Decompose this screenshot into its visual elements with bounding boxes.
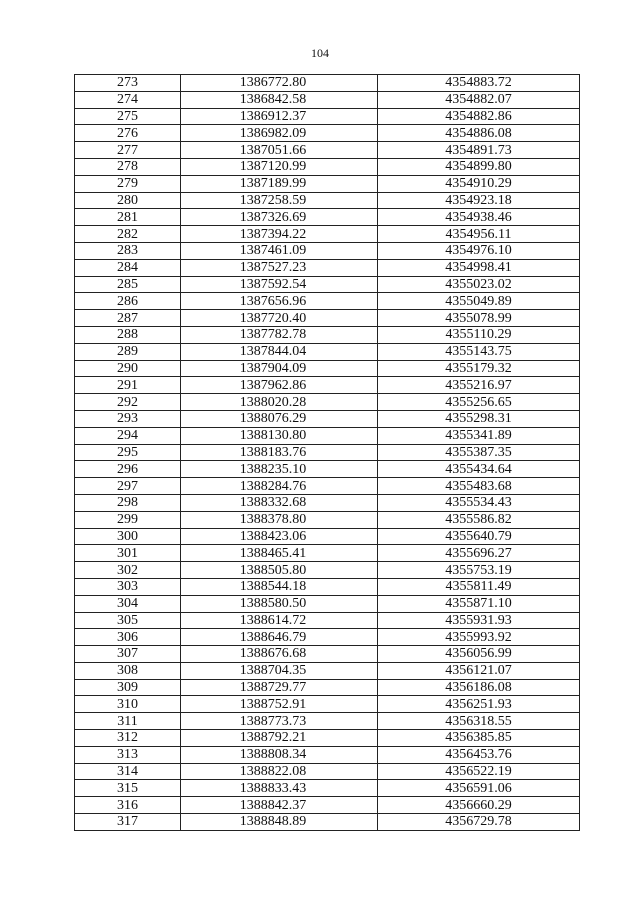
- x-coordinate-cell: 1388580.50: [181, 595, 378, 612]
- table-row: [75, 192, 580, 209]
- y-coordinate-cell: 4354998.41: [378, 259, 580, 276]
- x-coordinate-cell: 1387656.96: [181, 293, 378, 310]
- table-row: [75, 461, 580, 478]
- point-number-cell: 307: [75, 646, 181, 663]
- y-coordinate-cell: 4356729.78: [378, 814, 580, 831]
- y-coordinate-cell: 4355298.31: [378, 410, 580, 427]
- table-row: [75, 646, 580, 663]
- y-coordinate-cell: 4355341.89: [378, 427, 580, 444]
- point-number-cell: 283: [75, 242, 181, 259]
- x-coordinate-cell: 1387326.69: [181, 209, 378, 226]
- point-number-cell: 287: [75, 310, 181, 327]
- x-coordinate-cell: 1387720.40: [181, 310, 378, 327]
- point-number-cell: 284: [75, 259, 181, 276]
- x-coordinate-cell: 1388235.10: [181, 461, 378, 478]
- table-row: [75, 797, 580, 814]
- point-number-cell: 302: [75, 562, 181, 579]
- point-number-cell: 309: [75, 679, 181, 696]
- x-coordinate-cell: 1388614.72: [181, 612, 378, 629]
- y-coordinate-cell: 4355216.97: [378, 377, 580, 394]
- x-coordinate-cell: 1388773.73: [181, 713, 378, 730]
- table-row: [75, 562, 580, 579]
- y-coordinate-cell: 4356121.07: [378, 662, 580, 679]
- point-number-cell: 277: [75, 142, 181, 159]
- point-number-cell: 285: [75, 276, 181, 293]
- table-row: [75, 276, 580, 293]
- point-number-cell: 300: [75, 528, 181, 545]
- point-number-cell: 314: [75, 763, 181, 780]
- y-coordinate-cell: 4354883.72: [378, 75, 580, 92]
- x-coordinate-cell: 1388646.79: [181, 629, 378, 646]
- y-coordinate-cell: 4355078.99: [378, 310, 580, 327]
- table-row: [75, 242, 580, 259]
- point-number-cell: 304: [75, 595, 181, 612]
- point-number-cell: 303: [75, 578, 181, 595]
- table-row: [75, 696, 580, 713]
- point-number-cell: 279: [75, 175, 181, 192]
- point-number-cell: 296: [75, 461, 181, 478]
- point-number-cell: 281: [75, 209, 181, 226]
- table-row: [75, 545, 580, 562]
- table-row: [75, 310, 580, 327]
- y-coordinate-cell: 4355993.92: [378, 629, 580, 646]
- point-number-cell: 276: [75, 125, 181, 142]
- x-coordinate-cell: 1386982.09: [181, 125, 378, 142]
- coordinates-table-body: [75, 75, 580, 831]
- table-row: [75, 91, 580, 108]
- table-row: [75, 108, 580, 125]
- point-number-cell: 306: [75, 629, 181, 646]
- table-row: [75, 343, 580, 360]
- table-row: [75, 158, 580, 175]
- x-coordinate-cell: 1388332.68: [181, 494, 378, 511]
- x-coordinate-cell: 1388505.80: [181, 562, 378, 579]
- point-number-cell: 280: [75, 192, 181, 209]
- y-coordinate-cell: 4356660.29: [378, 797, 580, 814]
- point-number-cell: 316: [75, 797, 181, 814]
- x-coordinate-cell: 1387844.04: [181, 343, 378, 360]
- table-row: [75, 175, 580, 192]
- point-number-cell: 289: [75, 343, 181, 360]
- x-coordinate-cell: 1388183.76: [181, 444, 378, 461]
- y-coordinate-cell: 4354956.11: [378, 226, 580, 243]
- point-number-cell: 308: [75, 662, 181, 679]
- table-row: [75, 780, 580, 797]
- x-coordinate-cell: 1388378.80: [181, 511, 378, 528]
- point-number-cell: 301: [75, 545, 181, 562]
- table-row: [75, 293, 580, 310]
- x-coordinate-cell: 1388465.41: [181, 545, 378, 562]
- table-row: [75, 595, 580, 612]
- x-coordinate-cell: 1386842.58: [181, 91, 378, 108]
- point-number-cell: 315: [75, 780, 181, 797]
- y-coordinate-cell: 4355434.64: [378, 461, 580, 478]
- point-number-cell: 286: [75, 293, 181, 310]
- x-coordinate-cell: 1388752.91: [181, 696, 378, 713]
- point-number-cell: 299: [75, 511, 181, 528]
- page-number: 104: [311, 46, 329, 60]
- table-row: [75, 209, 580, 226]
- x-coordinate-cell: 1388284.76: [181, 478, 378, 495]
- y-coordinate-cell: 4354886.08: [378, 125, 580, 142]
- table-row: [75, 326, 580, 343]
- x-coordinate-cell: 1388704.35: [181, 662, 378, 679]
- y-coordinate-cell: 4354923.18: [378, 192, 580, 209]
- x-coordinate-cell: 1388848.89: [181, 814, 378, 831]
- y-coordinate-cell: 4356453.76: [378, 746, 580, 763]
- table-row: [75, 713, 580, 730]
- table-row: [75, 763, 580, 780]
- y-coordinate-cell: 4354938.46: [378, 209, 580, 226]
- x-coordinate-cell: 1388130.80: [181, 427, 378, 444]
- table-row: [75, 511, 580, 528]
- x-coordinate-cell: 1388833.43: [181, 780, 378, 797]
- y-coordinate-cell: 4354882.07: [378, 91, 580, 108]
- x-coordinate-cell: 1388792.21: [181, 730, 378, 747]
- x-coordinate-cell: 1388842.37: [181, 797, 378, 814]
- x-coordinate-cell: 1387051.66: [181, 142, 378, 159]
- x-coordinate-cell: 1387592.54: [181, 276, 378, 293]
- point-number-cell: 313: [75, 746, 181, 763]
- y-coordinate-cell: 4354882.86: [378, 108, 580, 125]
- point-number-cell: 275: [75, 108, 181, 125]
- table-row: [75, 377, 580, 394]
- y-coordinate-cell: 4355049.89: [378, 293, 580, 310]
- y-coordinate-cell: 4355753.19: [378, 562, 580, 579]
- y-coordinate-cell: 4355023.02: [378, 276, 580, 293]
- point-number-cell: 317: [75, 814, 181, 831]
- table-row: [75, 730, 580, 747]
- x-coordinate-cell: 1387782.78: [181, 326, 378, 343]
- x-coordinate-cell: 1388423.06: [181, 528, 378, 545]
- x-coordinate-cell: 1387527.23: [181, 259, 378, 276]
- point-number-cell: 294: [75, 427, 181, 444]
- point-number-cell: 298: [75, 494, 181, 511]
- y-coordinate-cell: 4356056.99: [378, 646, 580, 663]
- x-coordinate-cell: 1388544.18: [181, 578, 378, 595]
- point-number-cell: 290: [75, 360, 181, 377]
- y-coordinate-cell: 4356522.19: [378, 763, 580, 780]
- y-coordinate-cell: 4355931.93: [378, 612, 580, 629]
- table-row: [75, 394, 580, 411]
- x-coordinate-cell: 1387904.09: [181, 360, 378, 377]
- y-coordinate-cell: 4356186.08: [378, 679, 580, 696]
- y-coordinate-cell: 4355640.79: [378, 528, 580, 545]
- table-row: [75, 528, 580, 545]
- point-number-cell: 292: [75, 394, 181, 411]
- y-coordinate-cell: 4356385.85: [378, 730, 580, 747]
- y-coordinate-cell: 4355179.32: [378, 360, 580, 377]
- table-row: [75, 75, 580, 92]
- point-number-cell: 278: [75, 158, 181, 175]
- x-coordinate-cell: 1387120.99: [181, 158, 378, 175]
- x-coordinate-cell: 1387962.86: [181, 377, 378, 394]
- x-coordinate-cell: 1387461.09: [181, 242, 378, 259]
- x-coordinate-cell: 1388822.08: [181, 763, 378, 780]
- x-coordinate-cell: 1386912.37: [181, 108, 378, 125]
- x-coordinate-cell: 1388020.28: [181, 394, 378, 411]
- point-number-cell: 297: [75, 478, 181, 495]
- y-coordinate-cell: 4356318.55: [378, 713, 580, 730]
- point-number-cell: 293: [75, 410, 181, 427]
- table-row: [75, 578, 580, 595]
- y-coordinate-cell: 4355696.27: [378, 545, 580, 562]
- y-coordinate-cell: 4355110.29: [378, 326, 580, 343]
- x-coordinate-cell: 1388729.77: [181, 679, 378, 696]
- point-number-cell: 274: [75, 91, 181, 108]
- y-coordinate-cell: 4355811.49: [378, 578, 580, 595]
- y-coordinate-cell: 4356591.06: [378, 780, 580, 797]
- x-coordinate-cell: 1387189.99: [181, 175, 378, 192]
- y-coordinate-cell: 4354891.73: [378, 142, 580, 159]
- point-number-cell: 311: [75, 713, 181, 730]
- table-row: [75, 814, 580, 831]
- table-row: [75, 629, 580, 646]
- x-coordinate-cell: 1387394.22: [181, 226, 378, 243]
- point-number-cell: 282: [75, 226, 181, 243]
- table-row: [75, 494, 580, 511]
- point-number-cell: 310: [75, 696, 181, 713]
- table-row: [75, 662, 580, 679]
- y-coordinate-cell: 4355871.10: [378, 595, 580, 612]
- table-row: [75, 427, 580, 444]
- y-coordinate-cell: 4356251.93: [378, 696, 580, 713]
- point-number-cell: 295: [75, 444, 181, 461]
- table-row: [75, 259, 580, 276]
- table-row: [75, 410, 580, 427]
- table-row: [75, 226, 580, 243]
- table-row: [75, 679, 580, 696]
- table-row: [75, 612, 580, 629]
- point-number-cell: 273: [75, 75, 181, 92]
- x-coordinate-cell: 1387258.59: [181, 192, 378, 209]
- x-coordinate-cell: 1388676.68: [181, 646, 378, 663]
- point-number-cell: 291: [75, 377, 181, 394]
- table-row: [75, 478, 580, 495]
- point-number-cell: 288: [75, 326, 181, 343]
- x-coordinate-cell: 1386772.80: [181, 75, 378, 92]
- x-coordinate-cell: 1388808.34: [181, 746, 378, 763]
- table-row: [75, 444, 580, 461]
- y-coordinate-cell: 4354976.10: [378, 242, 580, 259]
- table-row: [75, 142, 580, 159]
- y-coordinate-cell: 4355586.82: [378, 511, 580, 528]
- y-coordinate-cell: 4354899.80: [378, 158, 580, 175]
- table-row: [75, 360, 580, 377]
- table-row: [75, 746, 580, 763]
- point-number-cell: 305: [75, 612, 181, 629]
- coordinates-table: [74, 74, 580, 831]
- y-coordinate-cell: 4355143.75: [378, 343, 580, 360]
- point-number-cell: 312: [75, 730, 181, 747]
- x-coordinate-cell: 1388076.29: [181, 410, 378, 427]
- y-coordinate-cell: 4355483.68: [378, 478, 580, 495]
- table-row: [75, 125, 580, 142]
- y-coordinate-cell: 4355256.65: [378, 394, 580, 411]
- y-coordinate-cell: 4354910.29: [378, 175, 580, 192]
- y-coordinate-cell: 4355387.35: [378, 444, 580, 461]
- y-coordinate-cell: 4355534.43: [378, 494, 580, 511]
